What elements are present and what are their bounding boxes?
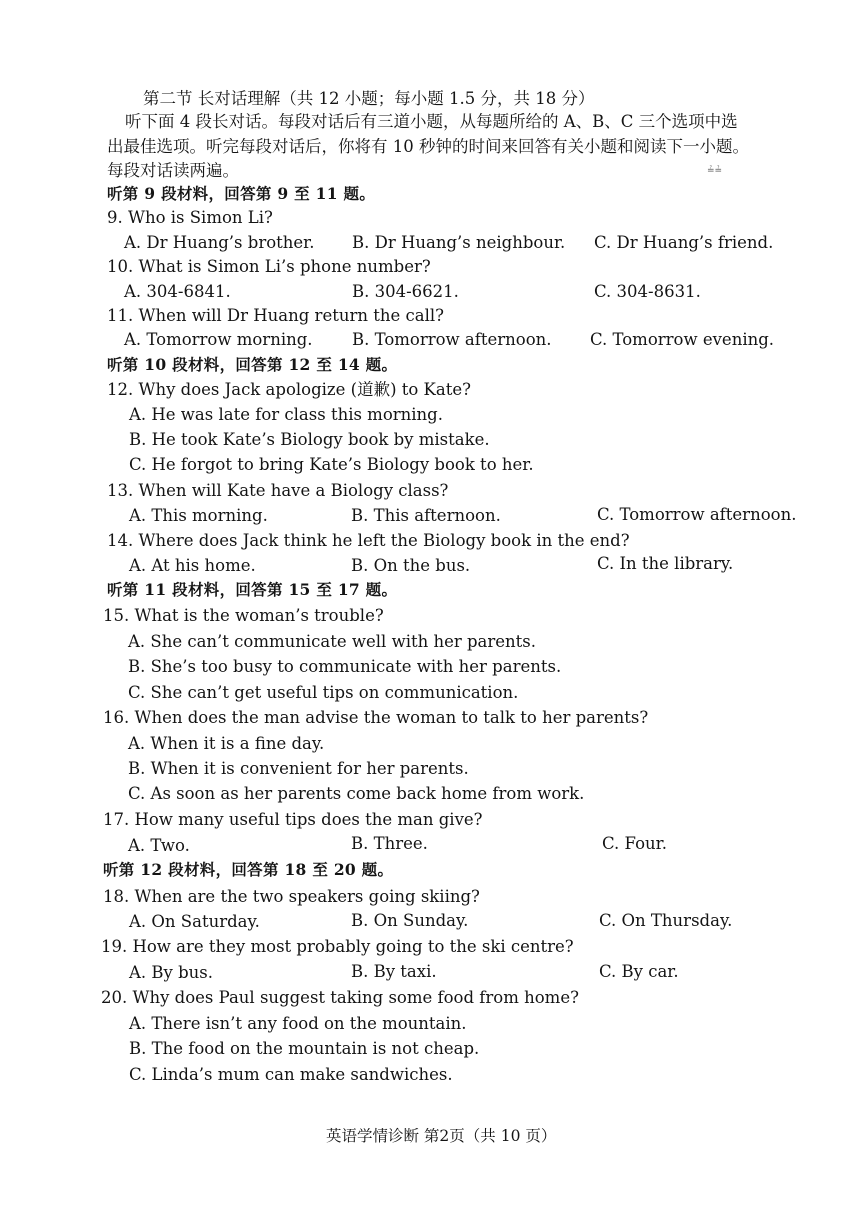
option-b: B. He took Kate’s Biology book by mistake. bbox=[129, 430, 490, 449]
option-a: A. Tomorrow morning. bbox=[124, 330, 313, 349]
option-a: A. This morning. bbox=[129, 506, 268, 525]
question-stem: 10. What is Simon Li’s phone number? bbox=[107, 257, 431, 276]
option-a: A. By bus. bbox=[129, 963, 213, 982]
option-c: C. She can’t get useful tips on communication. bbox=[128, 683, 519, 702]
scan-speck: ≟≟ bbox=[707, 166, 723, 176]
question-stem: 20. Why does Paul suggest taking some food from home? bbox=[101, 988, 579, 1007]
option-c: C. Dr Huang’s friend. bbox=[594, 233, 774, 252]
option-b: B. On the bus. bbox=[351, 556, 471, 575]
passage-heading: 听第 9 段材料，回答第 9 至 11 题。 bbox=[107, 184, 376, 203]
option-a: A. On Saturday. bbox=[129, 912, 260, 931]
option-c: C. As soon as her parents come back home from work. bbox=[128, 784, 585, 803]
option-c: C. Tomorrow evening. bbox=[590, 330, 775, 349]
option-c: C. Linda’s mum can make sandwiches. bbox=[129, 1065, 453, 1084]
question-stem: 16. When does the man advise the woman to talk to her parents? bbox=[103, 708, 649, 727]
passage-heading: 听第 12 段材料，回答第 18 至 20 题。 bbox=[103, 860, 394, 879]
option-b: B. 304-6621. bbox=[352, 282, 459, 301]
option-a: A. Two. bbox=[128, 836, 190, 855]
question-stem: 13. When will Kate have a Biology class? bbox=[107, 481, 449, 500]
question-stem: 17. How many useful tips does the man give? bbox=[103, 810, 483, 829]
option-b: B. By taxi. bbox=[351, 962, 437, 981]
page-footer: 英语学情诊断 第2页（共 10 页） bbox=[326, 1127, 557, 1145]
question-stem: 11. When will Dr Huang return the call? bbox=[107, 306, 444, 325]
question-stem: 9. Who is Simon Li? bbox=[107, 208, 273, 227]
option-c: C. 304-8631. bbox=[594, 282, 701, 301]
option-c: C. He forgot to bring Kate’s Biology book to her. bbox=[129, 455, 534, 474]
question-stem: 18. When are the two speakers going skiing? bbox=[103, 887, 480, 906]
question-stem: 19. How are they most probably going to the ski centre? bbox=[101, 937, 574, 956]
option-c: C. Tomorrow afternoon. bbox=[597, 505, 797, 524]
option-b: B. On Sunday. bbox=[351, 911, 469, 930]
option-a: A. At his home. bbox=[129, 556, 256, 575]
passage-heading: 听第 11 段材料，回答第 15 至 17 题。 bbox=[107, 580, 398, 599]
question-stem: 14. Where does Jack think he left the Biology book in the end? bbox=[107, 531, 630, 550]
option-b: B. She’s too busy to communicate with her parents. bbox=[128, 657, 562, 676]
question-stem: 12. Why does Jack apologize (道歉) to Kate? bbox=[107, 380, 471, 399]
option-a: A. When it is a fine day. bbox=[128, 734, 325, 753]
option-b: B. This afternoon. bbox=[351, 506, 501, 525]
option-c: C. By car. bbox=[599, 962, 679, 981]
option-a: A. There isn’t any food on the mountain. bbox=[129, 1014, 467, 1033]
option-b: B. Three. bbox=[351, 834, 428, 853]
option-b: B. When it is convenient for her parents. bbox=[128, 759, 469, 778]
instructions-line-2: 出最佳选项。听完每段对话后，你将有 10 秒钟的时间来回答有关小题和阅读下一小题。 bbox=[107, 137, 749, 156]
option-c: C. Four. bbox=[602, 834, 667, 853]
option-c: C. On Thursday. bbox=[599, 911, 733, 930]
instructions-line-3: 每段对话读两遍。 bbox=[107, 161, 239, 180]
option-a: A. He was late for class this morning. bbox=[129, 405, 443, 424]
option-a: A. She can’t communicate well with her parents. bbox=[128, 632, 537, 651]
instructions-line-1: 听下面 4 段长对话。每段对话后有三道小题，从每题所给的 A、B、C 三个选项中选 bbox=[125, 112, 738, 131]
option-a: A. 304-6841. bbox=[124, 282, 231, 301]
option-b: B. Dr Huang’s neighbour. bbox=[352, 233, 566, 252]
option-b: B. Tomorrow afternoon. bbox=[352, 330, 552, 349]
option-c: C. In the library. bbox=[597, 554, 734, 573]
question-stem: 15. What is the woman’s trouble? bbox=[103, 606, 384, 625]
option-a: A. Dr Huang’s brother. bbox=[124, 233, 315, 252]
passage-heading: 听第 10 段材料，回答第 12 至 14 题。 bbox=[107, 355, 398, 374]
option-b: B. The food on the mountain is not cheap. bbox=[129, 1039, 480, 1058]
section-title: 第二节 长对话理解（共 12 小题；每小题 1.5 分，共 18 分） bbox=[143, 89, 595, 108]
